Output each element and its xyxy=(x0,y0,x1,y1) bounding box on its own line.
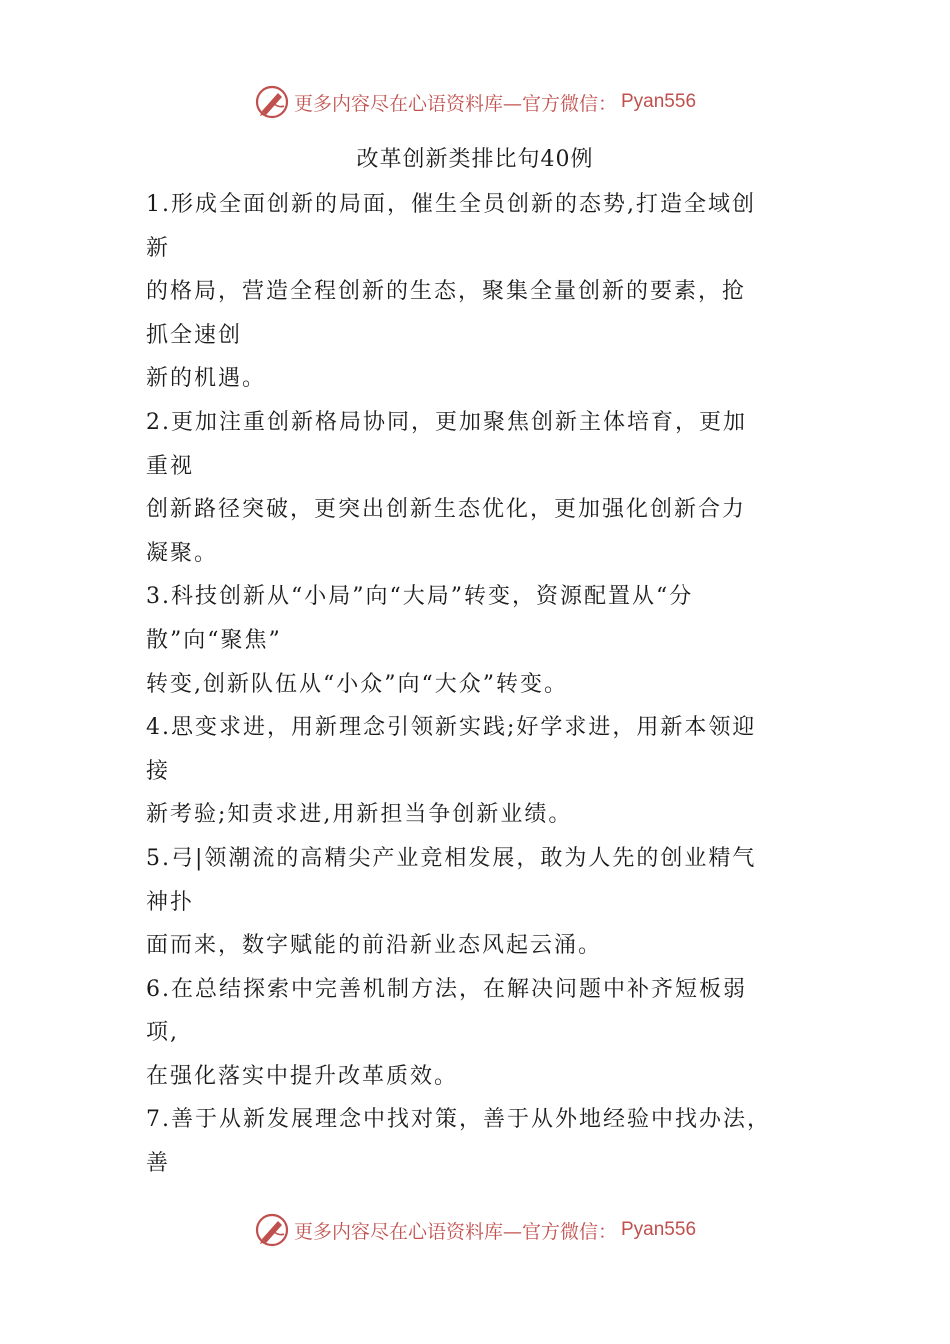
text-line: 1.形成全面创新的局面，催生全员创新的态势,打造全域创 xyxy=(146,192,756,217)
banner-wechat-id: Pyan556 xyxy=(621,1219,697,1240)
text-line: 项, xyxy=(146,1020,179,1046)
banner-text: 更多内容尽在心语资料库—官方微信： xyxy=(293,92,617,115)
text-line: 转变,创新队伍从“小众”向“大众”转变。 xyxy=(146,671,568,697)
text-line: 抓全速创 xyxy=(146,322,243,348)
pen-logo-icon xyxy=(254,84,290,120)
text-line: 新的机遇。 xyxy=(146,366,267,392)
text-line: 重视 xyxy=(146,453,195,479)
banner-wechat-id: Pyan556 xyxy=(621,91,697,112)
page-title: 改革创新类排比句40例 xyxy=(356,147,594,172)
text-line: 的格局，营造全程创新的生态，聚集全量创新的要素，抢 xyxy=(146,279,747,305)
pen-logo-icon xyxy=(254,1212,290,1248)
text-line: 面而来，数字赋能的前沿新业态风起云涌。 xyxy=(146,933,603,959)
text-line: 4.思变求进，用新理念引领新实践;好学求进，用新本领迎 xyxy=(146,715,757,741)
text-line: 散”向“聚焦” xyxy=(146,627,282,653)
text-line: 新考验;知责求进,用新担当争创新业绩。 xyxy=(146,802,573,828)
text-line: 新 xyxy=(146,235,171,261)
banner-text: 更多内容尽在心语资料库—官方微信： xyxy=(293,1220,617,1243)
text-line: 5.弓|领潮流的高精尖产业竞相发展，敢为人先的创业精气 xyxy=(146,845,757,871)
document-body xyxy=(146,183,826,1186)
text-line: 7.善于从新发展理念中找对策，善于从外地经验中找办法， xyxy=(146,1107,771,1133)
text-line: 3.科技创新从“小局”向“大局”转变，资源配置从“分 xyxy=(146,584,694,610)
text-line: 接 xyxy=(146,758,171,784)
footer-banner xyxy=(0,1210,950,1250)
header-banner xyxy=(0,82,950,122)
text-line: 善 xyxy=(146,1151,171,1177)
text-line: 凝聚。 xyxy=(146,540,219,566)
text-line: 神扑 xyxy=(146,889,195,915)
text-line: 创新路径突破，更突出创新生态优化，更加强化创新合力 xyxy=(146,497,747,523)
text-line: 6.在总结探索中完善机制方法，在解决问题中补齐短板弱 xyxy=(146,976,747,1002)
text-line: 在强化落实中提升改革质效。 xyxy=(146,1063,459,1089)
text-line: 2.更加注重创新格局协同，更加聚焦创新主体培育，更加 xyxy=(146,409,747,435)
